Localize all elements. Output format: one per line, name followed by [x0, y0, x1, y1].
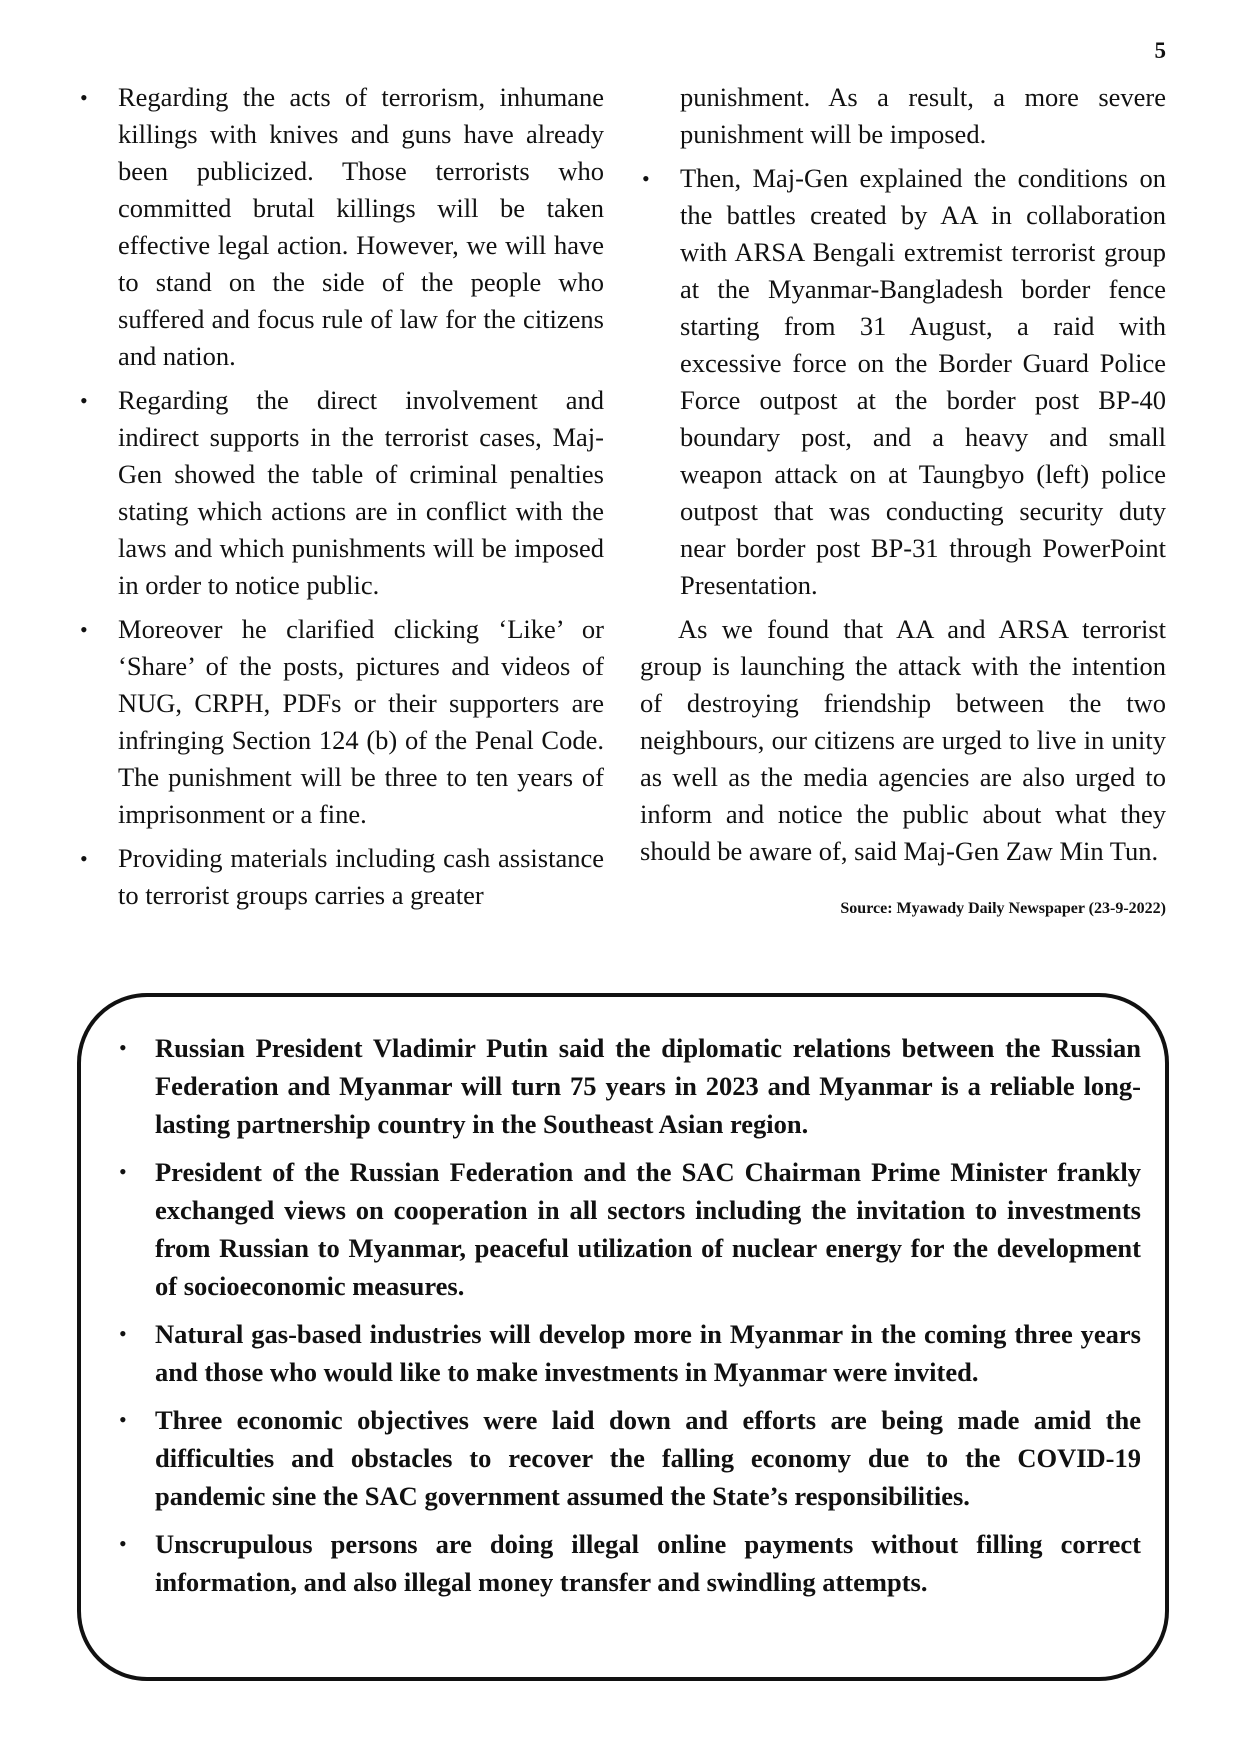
summary-item-illegal-payments: • Unscrupulous persons are doing illegal online payments without filling correct information, and also illegal money transfer and swindling attempts. [119, 1525, 1141, 1601]
summary-box [77, 993, 1169, 1681]
summary-item-putin: • Russian President Vladimir Putin said the diplomatic relations between the Russian Federation and Myanmar will turn 75 years in 2023 and Myanmar is a reliable long-lasting partnership country in the Southeast Asian region. [119, 1029, 1141, 1143]
left-bullet-list [78, 79, 604, 914]
closing-paragraph: As we found that AA and ARSA terrorist group is launching the attack with the intention of destroying friendship between the two neighbours, our citizens are urged to live in unity as well as the media agencies are also urged to inform and notice the public about what they should be aware of, said Maj-Gen Zaw Min Tun. [640, 614, 1166, 866]
right-column [640, 79, 1166, 927]
summary-item-cooperation: • President of the Russian Federation and the SAC Chairman Prime Minister frankly exchanged views on cooperation in all sectors including the invitation to investments from Russian to Myanmar, peaceful utilization of nuclear energy for the development of socioeconomic measures. [119, 1153, 1141, 1305]
right-bullet-list [640, 79, 1166, 604]
source-credit: Source: Myawady Daily Newspaper (23-9-2022) [840, 900, 1166, 917]
bullet-border-battles: • Then, Maj-Gen explained the conditions on the battles created by AA in collaboration with ARSA Bengali extremist terrorist group at the Myanmar-Bangladesh border fence starting from 31 August, a raid with excessive force on the Border Guard Police Force outpost at the border post BP-40 boundary post, and a heavy and small weapon attack on at Taungbyo (left) police outpost that was conducting security duty near border post BP-31 through PowerPoint Presentation. [640, 160, 1166, 604]
summary-bullet-list [119, 1029, 1141, 1611]
page-number: 5 [1154, 38, 1166, 63]
bullet-terrorism-acts: • Regarding the acts of terrorism, inhumane killings with knives and guns have already been publicized. Those terrorists who committed brutal killings will be taken effective legal action. However, we will have to stand on the side of the people who suffered and focus rule of law for the citizens and nation. [78, 79, 604, 375]
bullet-cash-assistance: • Providing materials including cash assistance to terrorist groups carries a greater [78, 840, 604, 914]
bullet-criminal-penalties: • Regarding the direct involvement and indirect supports in the terrorist cases, Maj-Gen showed the table of criminal penalties stating which actions are in conflict with the laws and which punishments will be imposed in order to notice public. [78, 382, 604, 604]
summary-item-natural-gas: • Natural gas-based industries will develop more in Myanmar in the coming three years and those who would like to make investments in Myanmar were invited. [119, 1315, 1141, 1391]
bullet-continuation: punishment. As a result, a more severe punishment will be imposed. [680, 82, 1166, 149]
summary-item-economic-objectives: • Three economic objectives were laid down and efforts are being made amid the difficulties and obstacles to recover the falling economy due to the COVID-19 pandemic sine the SAC government assumed the State’s responsibilities. [119, 1401, 1141, 1515]
left-column [78, 79, 604, 921]
bullet-like-share: • Moreover he clarified clicking ‘Like’ or ‘Share’ of the posts, pictures and videos of NUG, CRPH, PDFs or their supporters are infringing Section 124 (b) of the Penal Code. The punishment will be three to ten years of imprisonment or a fine. [78, 611, 604, 833]
